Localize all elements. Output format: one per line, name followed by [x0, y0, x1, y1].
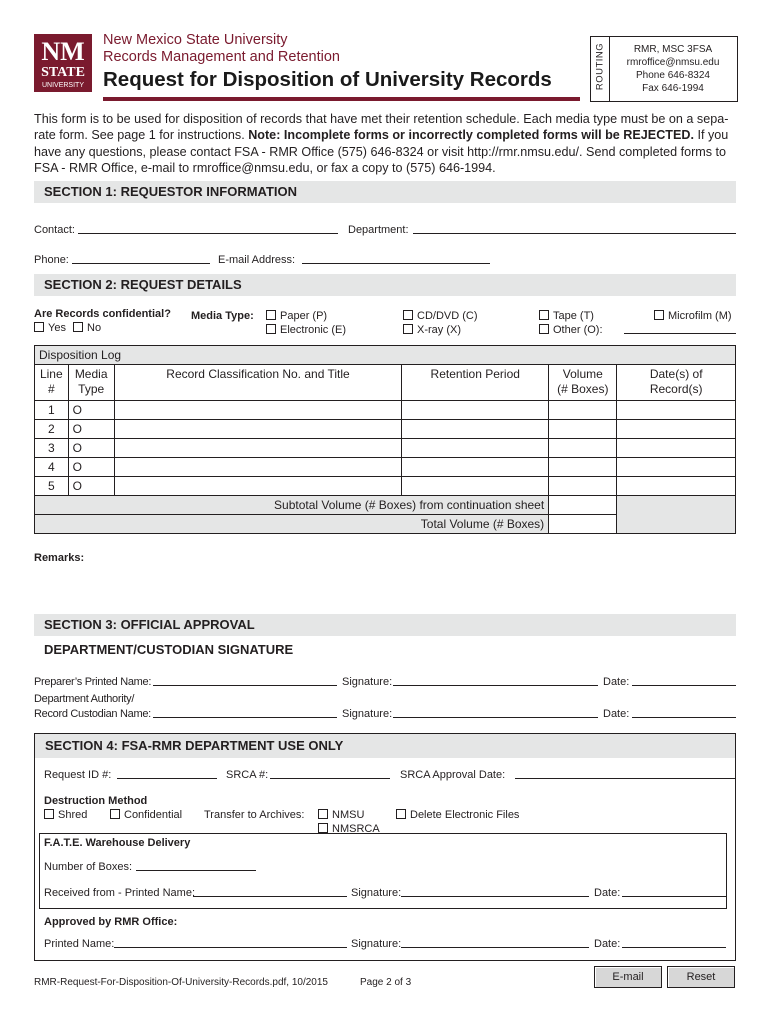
- media-microfilm[interactable]: [654, 310, 732, 322]
- microfilm-label: Microfilm (M): [668, 310, 732, 322]
- logo-nm: NM: [41, 37, 85, 66]
- row-line: 4: [35, 458, 69, 477]
- tape-checkbox[interactable]: [539, 310, 549, 320]
- row-retention[interactable]: [402, 477, 549, 496]
- routing-label: ROUTING: [594, 42, 606, 91]
- title-rule: [103, 97, 580, 101]
- paper-checkbox[interactable]: [266, 310, 276, 320]
- form-title: Request for Disposition of University Records: [103, 68, 552, 91]
- tape-label: Tape (T): [553, 310, 594, 322]
- shred-checkbox[interactable]: [44, 809, 54, 819]
- row-retention[interactable]: [402, 458, 549, 477]
- routing-line-1: RMR, MSC 3FSA: [633, 44, 713, 55]
- request-id-label: Request ID #:: [44, 769, 112, 781]
- row-media[interactable]: O: [68, 477, 114, 496]
- phone-label: Phone:: [34, 254, 69, 266]
- approved-label: Approved by RMR Office:: [44, 916, 178, 928]
- other-media-field[interactable]: [624, 322, 736, 334]
- log-header-row: [35, 365, 736, 401]
- row-media[interactable]: O: [68, 458, 114, 477]
- received-signature-label: Signature:: [351, 887, 402, 899]
- transfer-label: Transfer to Archives:: [204, 809, 305, 821]
- received-name-field[interactable]: [193, 885, 347, 897]
- col-dates-1: Date(s) of: [649, 367, 703, 381]
- row-line: 5: [35, 477, 69, 496]
- received-label: Received from - Printed Name:: [44, 887, 195, 899]
- total-volume[interactable]: [549, 515, 617, 534]
- yes-label: Yes: [48, 322, 66, 334]
- custodian-name-field[interactable]: [153, 706, 337, 718]
- row-line: 1: [35, 401, 69, 420]
- subtotal-row: [35, 496, 736, 515]
- paper-label: Paper (P): [280, 310, 328, 322]
- col-dates-2: Record(s): [649, 382, 703, 396]
- approver-signature-label: Signature:: [351, 938, 402, 950]
- routing-line-4: Fax 646-1994: [642, 83, 704, 94]
- custodian-date-field[interactable]: [632, 706, 736, 718]
- confidential-option[interactable]: [110, 809, 182, 821]
- other-checkbox[interactable]: [539, 324, 549, 334]
- col-line-2: #: [47, 382, 55, 396]
- row-media[interactable]: O: [68, 420, 114, 439]
- col-dates: [617, 365, 736, 401]
- table-row: [35, 458, 736, 477]
- cddvd-checkbox[interactable]: [403, 310, 413, 320]
- section1-header: SECTION 1: REQUESTOR INFORMATION: [34, 181, 736, 203]
- approver-date-label: Date:: [594, 938, 621, 950]
- row-volume[interactable]: [549, 401, 617, 420]
- row-volume[interactable]: [549, 477, 617, 496]
- nmsu-option[interactable]: [318, 809, 364, 821]
- footer-filename: RMR-Request-For-Disposition-Of-University-Records.pdf, 10/2015: [34, 977, 328, 988]
- table-row: [35, 477, 736, 496]
- xray-label: X-ray (X): [417, 324, 461, 336]
- col-line: [35, 365, 69, 401]
- email-button[interactable]: E-mail: [594, 966, 662, 988]
- delete-files-checkbox[interactable]: [396, 809, 406, 819]
- no-checkbox[interactable]: [73, 322, 83, 332]
- nmsrca-checkbox[interactable]: [318, 823, 328, 833]
- routing-line-2: rmroffice@nmsu.edu: [626, 57, 720, 68]
- microfilm-checkbox[interactable]: [654, 310, 664, 320]
- nmsrca-label: NMSRCA: [332, 823, 380, 835]
- contact-label: Contact:: [34, 224, 75, 236]
- custodian-signature-heading: DEPARTMENT/CUSTODIAN SIGNATURE: [44, 642, 294, 657]
- col-media: [68, 365, 114, 401]
- col-volume-2: (# Boxes): [557, 382, 609, 396]
- boxes-label: Number of Boxes:: [44, 861, 133, 873]
- srca-date-label: SRCA Approval Date:: [400, 769, 506, 781]
- col-media-1: Media: [74, 367, 108, 381]
- row-record[interactable]: [114, 420, 402, 439]
- footer-page: Page 2 of 3: [360, 977, 412, 988]
- row-record[interactable]: [114, 401, 402, 420]
- electronic-label: Electronic (E): [280, 324, 347, 336]
- row-record[interactable]: [114, 458, 402, 477]
- nmsu-logo: [34, 34, 92, 92]
- table-row: [35, 420, 736, 439]
- row-retention[interactable]: [402, 420, 549, 439]
- intro-part1: This form is to be used for disposition of records that have met their retention schedule. Each media type must be on a sepa-rate form. See page 1 for instructions.: [34, 112, 729, 143]
- preparer-name-field[interactable]: [153, 674, 337, 686]
- media-paper[interactable]: [266, 310, 327, 322]
- preparer-signature-field[interactable]: [393, 674, 598, 686]
- email-label: E-mail Address:: [218, 254, 296, 266]
- section3-header: SECTION 3: OFFICIAL APPROVAL: [34, 614, 736, 636]
- destruction-method-label: Destruction Method: [44, 795, 148, 807]
- intro-part2: If you have any questions, please contact FSA - RMR Office (575) 646-8324 or visit http://rmr.nmsu.edu/. Send completed forms to FSA - RMR Office, e-mail to rmroffice@nmsu.edu, or fax a copy to (575) 646-1994.: [34, 128, 729, 176]
- approver-name-field[interactable]: [114, 936, 347, 948]
- col-volume: [549, 365, 617, 401]
- boxes-field[interactable]: [136, 859, 256, 871]
- email-field[interactable]: [302, 252, 490, 264]
- received-date-field[interactable]: [622, 885, 726, 897]
- row-line: 2: [35, 420, 69, 439]
- department-field[interactable]: [413, 222, 736, 234]
- confidential-question: Are Records confidential?: [34, 308, 171, 320]
- department-name: Records Management and Retention: [103, 49, 340, 65]
- disposition-log-table: [34, 345, 736, 534]
- other-label: Other (O):: [553, 324, 603, 336]
- col-line-1: Line: [39, 367, 63, 381]
- media-type-label: Media Type:: [191, 310, 254, 322]
- received-signature-field[interactable]: [401, 885, 589, 897]
- preparer-label: Preparer’s Printed Name:: [34, 676, 152, 688]
- col-retention: Retention Period: [402, 365, 549, 401]
- phone-field[interactable]: [72, 252, 210, 264]
- preparer-signature-label: Signature:: [342, 676, 393, 688]
- custodian-date-label: Date:: [603, 708, 630, 720]
- row-volume[interactable]: [549, 458, 617, 477]
- university-name: New Mexico State University: [103, 32, 288, 48]
- delete-files-option[interactable]: [396, 809, 519, 821]
- reset-button[interactable]: Reset: [667, 966, 735, 988]
- delete-files-label: Delete Electronic Files: [410, 809, 520, 821]
- intro-warning: Note: Incomplete forms or incorrectly completed forms will be REJECTED.: [248, 128, 694, 143]
- row-media[interactable]: O: [68, 401, 114, 420]
- routing-box: [590, 36, 738, 102]
- nmsu-label: NMSU: [332, 809, 365, 821]
- subtotal-label: Subtotal Volume (# Boxes) from continuation sheet: [35, 496, 549, 515]
- cddvd-label: CD/DVD (C): [417, 310, 478, 322]
- disposition-log-title: Disposition Log: [35, 346, 736, 365]
- preparer-date-field[interactable]: [632, 674, 736, 686]
- custodian-signature-field[interactable]: [393, 706, 598, 718]
- row-dates[interactable]: [617, 420, 736, 439]
- media-tape[interactable]: [539, 310, 594, 322]
- no-label: No: [87, 322, 102, 334]
- total-label: Total Volume (# Boxes): [35, 515, 549, 534]
- intro-paragraph: [34, 111, 738, 177]
- row-volume[interactable]: [549, 439, 617, 458]
- confidential-checkbox[interactable]: [110, 809, 120, 819]
- srca-label: SRCA #:: [226, 769, 269, 781]
- fate-label: F.A.T.E. Warehouse Delivery: [44, 837, 191, 849]
- received-date-label: Date:: [594, 887, 621, 899]
- total-blank: [617, 496, 736, 534]
- col-record: Record Classification No. and Title: [114, 365, 402, 401]
- row-media[interactable]: O: [68, 439, 114, 458]
- row-record[interactable]: [114, 477, 402, 496]
- logo-state: STATE: [41, 65, 85, 80]
- remarks-label: Remarks:: [34, 552, 85, 564]
- section4-header: SECTION 4: FSA-RMR DEPARTMENT USE ONLY: [35, 734, 735, 758]
- remarks-field[interactable]: [34, 566, 736, 606]
- contact-field[interactable]: [78, 222, 338, 234]
- col-volume-1: Volume: [562, 367, 603, 381]
- row-line: 3: [35, 439, 69, 458]
- section2-header: SECTION 2: REQUEST DETAILS: [34, 274, 736, 296]
- approver-name-label: Printed Name:: [44, 938, 115, 950]
- row-volume[interactable]: [549, 420, 617, 439]
- electronic-checkbox[interactable]: [266, 324, 276, 334]
- srca-date-field[interactable]: [515, 767, 736, 779]
- routing-info: [609, 43, 737, 95]
- row-dates[interactable]: [617, 477, 736, 496]
- authority-label-2: Record Custodian Name:: [34, 708, 151, 720]
- row-dates[interactable]: [617, 401, 736, 420]
- shred-label: Shred: [58, 809, 88, 821]
- confidential-options: [34, 322, 101, 334]
- request-id-field[interactable]: [117, 767, 217, 779]
- custodian-signature-label: Signature:: [342, 708, 393, 720]
- department-label: Department:: [348, 224, 409, 236]
- nmsu-checkbox[interactable]: [318, 809, 328, 819]
- routing-label-cell: [591, 37, 610, 101]
- media-electronic[interactable]: [266, 324, 346, 336]
- approver-signature-field[interactable]: [401, 936, 589, 948]
- yes-checkbox[interactable]: [34, 322, 44, 332]
- media-xray[interactable]: [403, 324, 461, 336]
- media-other[interactable]: [539, 324, 603, 336]
- col-media-2: Type: [78, 382, 105, 396]
- preparer-date-label: Date:: [603, 676, 630, 688]
- routing-line-3: Phone 646-8324: [636, 70, 710, 81]
- row-dates[interactable]: [617, 439, 736, 458]
- approver-date-field[interactable]: [622, 936, 726, 948]
- row-dates[interactable]: [617, 458, 736, 477]
- row-retention[interactable]: [402, 401, 549, 420]
- table-row: [35, 401, 736, 420]
- row-retention[interactable]: [402, 439, 549, 458]
- media-cddvd[interactable]: [403, 310, 478, 322]
- logo-university: UNIVERSITY: [41, 82, 85, 89]
- subtotal-volume[interactable]: [549, 496, 617, 515]
- xray-checkbox[interactable]: [403, 324, 413, 334]
- table-row: [35, 439, 736, 458]
- srca-field[interactable]: [270, 767, 390, 779]
- confidential-label: Confidential: [124, 809, 183, 821]
- shred-option[interactable]: [44, 809, 87, 821]
- authority-label-1: Department Authority/: [34, 693, 135, 705]
- row-record[interactable]: [114, 439, 402, 458]
